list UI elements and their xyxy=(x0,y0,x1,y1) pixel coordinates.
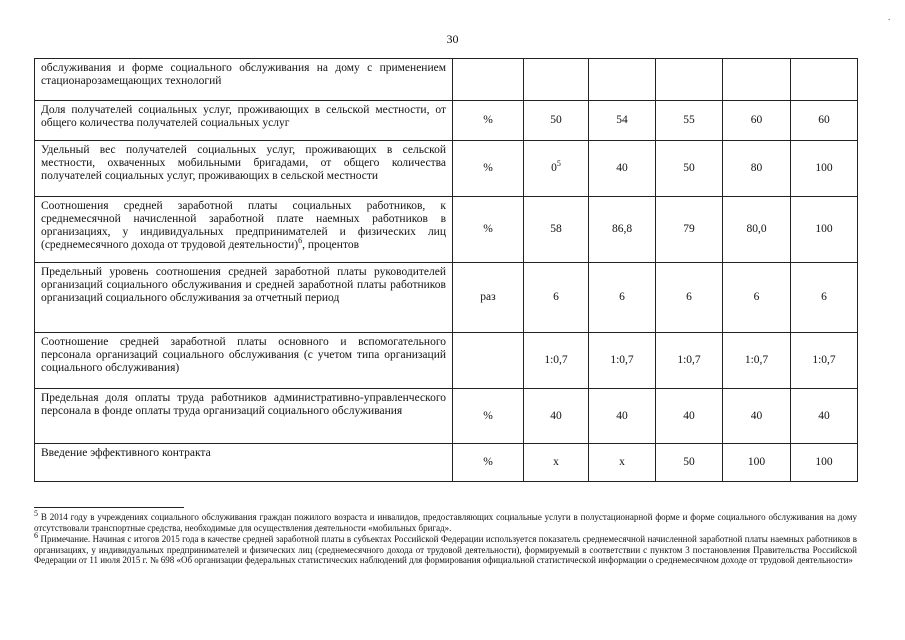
row-unit xyxy=(453,333,524,389)
row-value xyxy=(524,59,589,101)
footnotes xyxy=(34,509,857,567)
row-value: 60 xyxy=(791,101,858,141)
row-description: Предельный уровень соотношения средней заработной платы руководителей организаций социального обслуживания и средней заработной платы работников организаций социального обслуживания за отчетный период xyxy=(35,263,453,333)
table-row xyxy=(35,333,858,389)
row-description: Соотношение средней заработной платы основного и вспомогательного персонала организаций социального обслуживания (с учетом типа организаций социального обслуживания) xyxy=(35,333,453,389)
row-value: 100 xyxy=(791,141,858,197)
indicators-table xyxy=(34,58,858,482)
row-value: 50 xyxy=(656,141,723,197)
row-value: 6 xyxy=(791,263,858,333)
row-value xyxy=(791,59,858,101)
row-description: Предельная доля оплаты труда работников административно-управленческого персонала в фонде оплаты труда организаций социального обслуживания xyxy=(35,389,453,444)
row-value: х xyxy=(589,444,656,482)
row-value-number: 0 xyxy=(551,162,557,174)
footnote-ref-5: 5 xyxy=(556,159,561,169)
row-value: 58 xyxy=(524,197,589,263)
row-value: 40 xyxy=(656,389,723,444)
row-value: х xyxy=(524,444,589,482)
footnote-5 xyxy=(34,509,857,533)
row-value: 40 xyxy=(791,389,858,444)
row-value xyxy=(723,59,791,101)
row-value: 40 xyxy=(589,141,656,197)
row-unit: % xyxy=(453,444,524,482)
footnote-text: В 2014 году в учреждениях социального обслуживания граждан пожилого возраста и инвалидов, предоставляющих социальные услуги в полустационарной форме и форме социального обслуживания на дому отсутствовали транспортные средства, необходимые для осуществления деятельности «мобильных бригад». xyxy=(34,512,857,533)
table-row xyxy=(35,263,858,333)
row-value: 100 xyxy=(791,444,858,482)
row-value xyxy=(589,59,656,101)
page-number: 30 xyxy=(446,32,459,46)
row-value: 1:0,7 xyxy=(791,333,858,389)
row-description-tail: , процентов xyxy=(302,239,359,251)
row-description: Доля получателей социальных услуг, проживающих в сельской местности, от общего количества получателей социальных услуг xyxy=(35,101,453,141)
table-row xyxy=(35,444,858,482)
row-value: 6 xyxy=(723,263,791,333)
row-value xyxy=(524,141,589,197)
row-unit: % xyxy=(453,101,524,141)
row-value: 60 xyxy=(723,101,791,141)
footnote-separator xyxy=(34,507,184,508)
row-description-text: Соотношения средней заработной платы социальных работников, к среднемесячной начисленной заработной плате наемных работников в организациях, у индивидуальных предпринимателей и физических лиц (среднемесячного дохода от трудовой деятельности) xyxy=(41,200,446,251)
row-value: 86,8 xyxy=(589,197,656,263)
row-description: обслуживания и форме социального обслуживания на дому с применением стационарозамещающих технологий xyxy=(35,59,453,101)
table-row xyxy=(35,59,858,101)
table-row xyxy=(35,101,858,141)
table-row xyxy=(35,141,858,197)
row-value: 40 xyxy=(589,389,656,444)
row-value: 79 xyxy=(656,197,723,263)
row-value: 100 xyxy=(723,444,791,482)
row-unit: % xyxy=(453,197,524,263)
corner-mark: · xyxy=(887,14,891,26)
footnote-6 xyxy=(34,531,857,566)
row-value: 1:0,7 xyxy=(589,333,656,389)
row-value: 50 xyxy=(524,101,589,141)
row-value: 1:0,7 xyxy=(656,333,723,389)
row-unit: % xyxy=(453,141,524,197)
row-description: Введение эффективного контракта xyxy=(35,444,453,482)
row-value: 55 xyxy=(656,101,723,141)
row-description xyxy=(35,197,453,263)
row-value: 100 xyxy=(791,197,858,263)
row-value: 80 xyxy=(723,141,791,197)
row-value xyxy=(656,59,723,101)
row-value: 50 xyxy=(656,444,723,482)
row-value: 40 xyxy=(524,389,589,444)
row-value: 1:0,7 xyxy=(723,333,791,389)
row-value: 6 xyxy=(524,263,589,333)
row-unit: раз xyxy=(453,263,524,333)
row-value: 54 xyxy=(589,101,656,141)
row-value: 6 xyxy=(589,263,656,333)
table-row xyxy=(35,389,858,444)
row-value: 40 xyxy=(723,389,791,444)
footnote-ref-6: 6 xyxy=(298,236,303,246)
footnote-mark: 6 xyxy=(34,531,38,540)
row-value: 1:0,7 xyxy=(524,333,589,389)
row-value: 80,0 xyxy=(723,197,791,263)
row-value: 6 xyxy=(656,263,723,333)
footnote-text: Примечание. Начиная с итогов 2015 года в качестве средней заработной платы в субъектах Российской Федерации используется показатель среднемесячной начисленной заработной платы наемных работников в организациях, у индивидуальных предпринимателей и физических лиц (среднемесячного дохода от трудовой деятельности), формируемый в соответствии с пунктом 3 постановления Правительства Российской Федерации от 11 июля 2015 г. № 698 «Об организации федеральных статистических наблюдений для формирования официальной статистической информации о среднемесячном доходе от трудовой деятельности» xyxy=(34,534,857,565)
row-unit xyxy=(453,59,524,101)
row-unit: % xyxy=(453,389,524,444)
row-description: Удельный вес получателей социальных услуг, проживающих в сельской местности, охваченных мобильными бригадами, от общего количества получателей социальных услуг, проживающих в сельской местности xyxy=(35,141,453,197)
table-row xyxy=(35,197,858,263)
footnote-mark: 5 xyxy=(34,509,38,518)
